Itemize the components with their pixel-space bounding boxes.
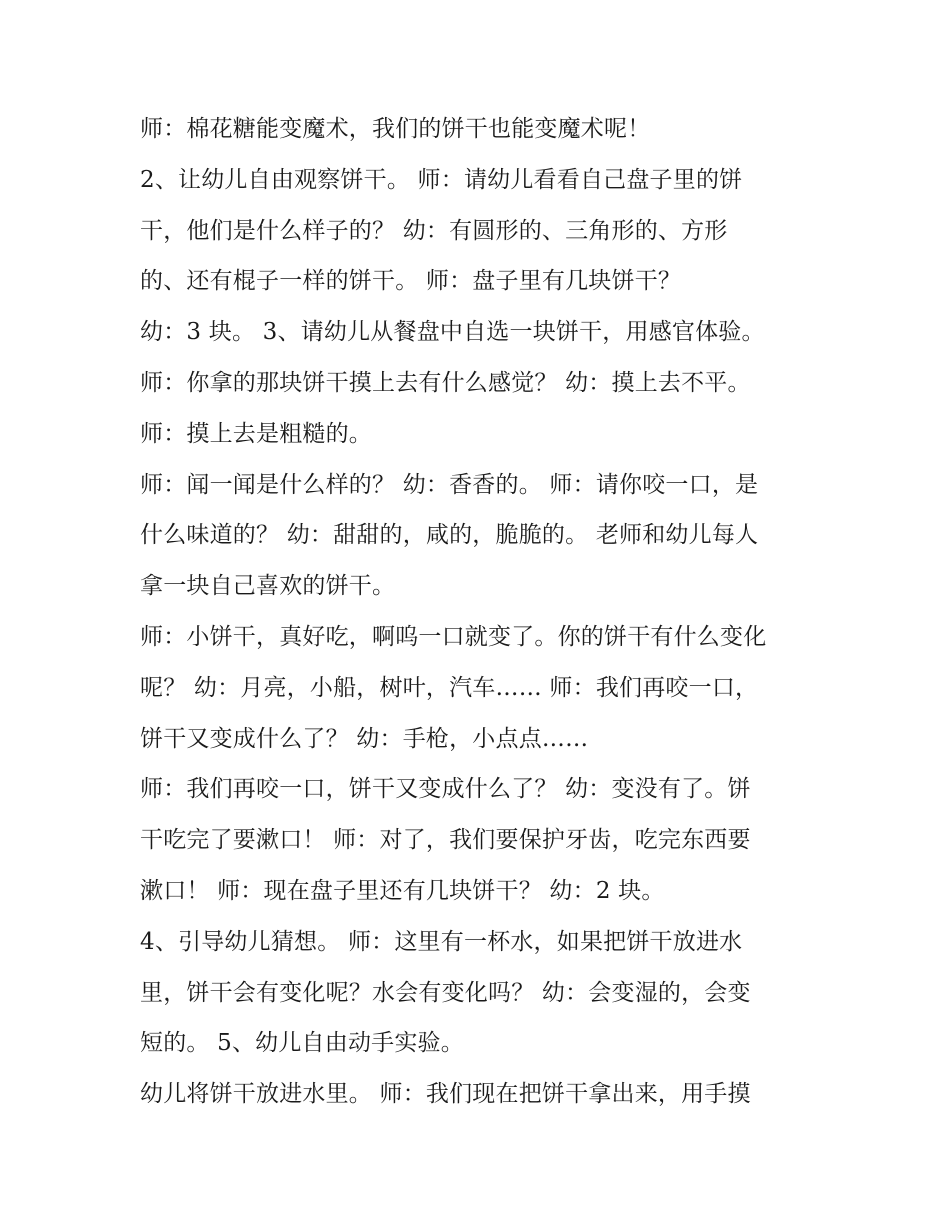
text-line: 师：你拿的那块饼干摸上去有什么感觉？ 幼：摸上去不平。 [140, 369, 751, 396]
text-line: 4、引导幼儿猜想。 师：这里有一杯水，如果把饼干放进水 [140, 928, 743, 955]
text-line: 干，他们是什么样子的？ 幼：有圆形的、三角形的、方形 [140, 217, 728, 244]
text-line: 师：棉花糖能变魔术，我们的饼干也能变魔术呢！ [140, 116, 651, 142]
text-line: 拿一块自己喜欢的饼干。 [140, 573, 396, 600]
text-line: 呢？ 幼：月亮，小船，树叶，汽车…… 师：我们再咬一口， [140, 674, 759, 701]
text-line: 的、还有棍子一样的饼干。 师：盘子里有几块饼干？ [140, 268, 682, 295]
text-line: 幼儿将饼干放进水里。 师：我们现在把饼干拿出来，用手摸 [140, 1081, 751, 1108]
text-line: 干吃完了要漱口！ 师：对了，我们要保护牙齿，吃完东西要 [140, 827, 751, 854]
text-line: 短的。 5、幼儿自由动手实验。 [140, 1030, 464, 1057]
text-line: 里，饼干会有变化呢？水会有变化吗？ 幼：会变湿的，会变 [140, 979, 751, 1006]
text-line: 2、让幼儿自由观察饼干。 师：请幼儿看看自己盘子里的饼 [140, 166, 743, 193]
text-line: 幼：3 块。 3、请幼儿从餐盘中自选一块饼干，用感官体验。 [140, 319, 765, 346]
document-body [140, 104, 830, 1120]
text-line: 什么味道的？ 幼：甜甜的，咸的，脆脆的。 老师和幼儿每人 [140, 522, 759, 549]
text-line: 师：闻一闻是什么样的？ 幼：香香的。 师：请你咬一口，是 [140, 471, 759, 498]
text-line: 师：摸上去是粗糙的。 [140, 420, 372, 447]
text-line: 漱口！ 师：现在盘子里还有几块饼干？ 幼：2 块。 [140, 877, 665, 904]
text-line: 师：我们再咬一口，饼干又变成什么了？ 幼：变没有了。饼 [140, 776, 751, 803]
text-line: 师：小饼干，真好吃，啊呜一口就变了。你的饼干有什么变化 [140, 623, 767, 650]
text-line: 饼干又变成什么了？ 幼：手枪，小点点…… [140, 725, 589, 752]
